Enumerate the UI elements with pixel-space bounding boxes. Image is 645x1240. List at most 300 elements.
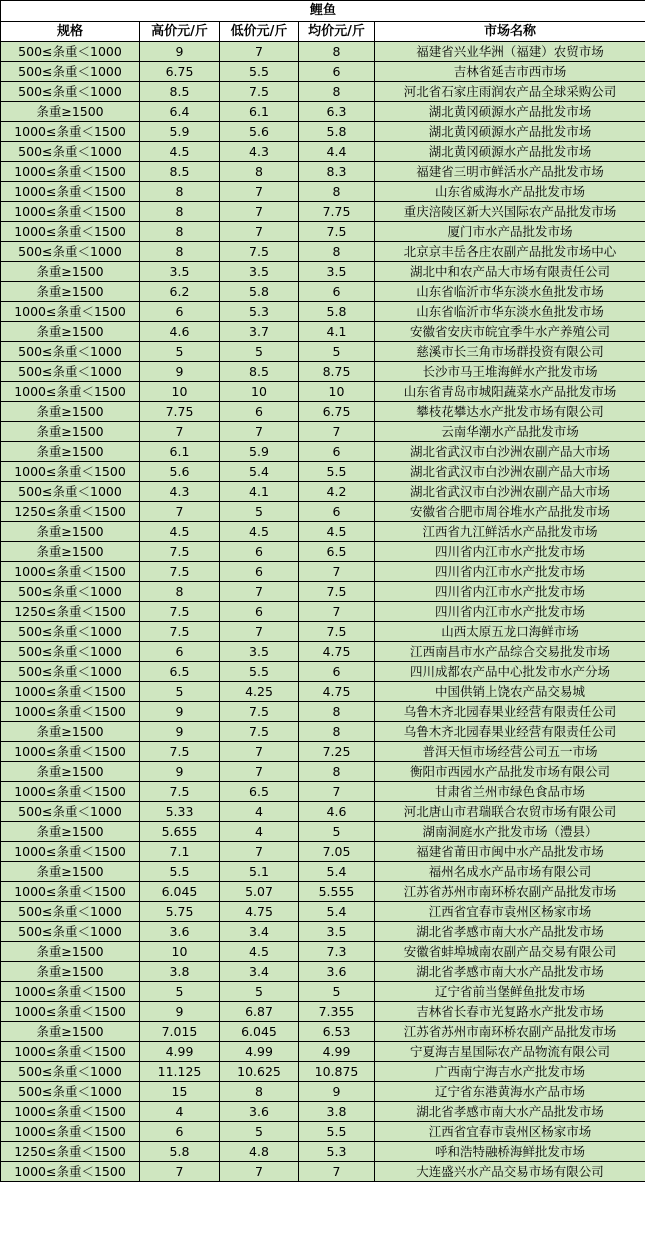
cell-spec: 1000≤条重＜1500 (1, 302, 140, 322)
table-row (1, 1042, 645, 1062)
cell-low-price: 7.5 (220, 702, 299, 722)
table-row (1, 1142, 645, 1162)
table-row (1, 442, 645, 462)
cell-high-price: 6.2 (140, 282, 220, 302)
table-row (1, 1102, 645, 1122)
cell-high-price: 6.5 (140, 662, 220, 682)
cell-market-name: 湖北省武汉市白沙洲农副产品大市场 (375, 482, 645, 502)
cell-spec: 500≤条重＜1000 (1, 662, 140, 682)
cell-avg-price: 10.875 (299, 1062, 375, 1082)
cell-spec: 条重≥1500 (1, 942, 140, 962)
cell-spec: 条重≥1500 (1, 262, 140, 282)
cell-avg-price: 6 (299, 662, 375, 682)
cell-market-name: 湖北黄冈硕源水产品批发市场 (375, 122, 645, 142)
cell-low-price: 7 (220, 842, 299, 862)
cell-low-price: 7 (220, 1162, 299, 1182)
cell-spec: 1000≤条重＜1500 (1, 1042, 140, 1062)
cell-low-price: 5 (220, 1122, 299, 1142)
cell-spec: 条重≥1500 (1, 322, 140, 342)
cell-low-price: 6 (220, 542, 299, 562)
table-row (1, 842, 645, 862)
cell-spec: 条重≥1500 (1, 442, 140, 462)
cell-high-price: 6.4 (140, 102, 220, 122)
table-row (1, 342, 645, 362)
table-row (1, 162, 645, 182)
cell-high-price: 7.5 (140, 562, 220, 582)
cell-market-name: 福建省三明市鲜活水产品批发市场 (375, 162, 645, 182)
title-row (1, 1, 645, 22)
table-row (1, 902, 645, 922)
table-row (1, 1082, 645, 1102)
cell-high-price: 7.75 (140, 402, 220, 422)
cell-avg-price: 4.4 (299, 142, 375, 162)
cell-avg-price: 6.5 (299, 542, 375, 562)
cell-market-name: 江西南昌市水产品综合交易批发市场 (375, 642, 645, 662)
table-row (1, 582, 645, 602)
cell-high-price: 8 (140, 242, 220, 262)
cell-high-price: 3.8 (140, 962, 220, 982)
cell-spec: 1000≤条重＜1500 (1, 462, 140, 482)
cell-low-price: 5.5 (220, 662, 299, 682)
table-row (1, 702, 645, 722)
cell-high-price: 6.1 (140, 442, 220, 462)
cell-avg-price: 4.2 (299, 482, 375, 502)
cell-low-price: 5 (220, 342, 299, 362)
cell-avg-price: 6 (299, 502, 375, 522)
cell-low-price: 4.5 (220, 942, 299, 962)
cell-spec: 条重≥1500 (1, 762, 140, 782)
cell-low-price: 3.5 (220, 642, 299, 662)
cell-avg-price: 3.5 (299, 262, 375, 282)
cell-low-price: 3.7 (220, 322, 299, 342)
cell-market-name: 福建省兴业华洲（福建）农贸市场 (375, 42, 645, 62)
cell-avg-price: 3.5 (299, 922, 375, 942)
cell-high-price: 7 (140, 1162, 220, 1182)
cell-low-price: 4.75 (220, 902, 299, 922)
cell-low-price: 5.9 (220, 442, 299, 462)
cell-low-price: 6 (220, 402, 299, 422)
cell-low-price: 4 (220, 802, 299, 822)
cell-market-name: 甘肃省兰州市绿色食品市场 (375, 782, 645, 802)
cell-low-price: 8 (220, 162, 299, 182)
cell-market-name: 山东省青岛市城阳蔬菜水产品批发市场 (375, 382, 645, 402)
cell-low-price: 10 (220, 382, 299, 402)
cell-low-price: 4.1 (220, 482, 299, 502)
cell-spec: 500≤条重＜1000 (1, 482, 140, 502)
cell-high-price: 9 (140, 1002, 220, 1022)
cell-high-price: 10 (140, 942, 220, 962)
cell-high-price: 3.5 (140, 262, 220, 282)
table-row (1, 882, 645, 902)
table-row (1, 762, 645, 782)
header-row (1, 22, 645, 42)
cell-market-name: 福建省莆田市闽中水产品批发市场 (375, 842, 645, 862)
cell-high-price: 7 (140, 422, 220, 442)
cell-low-price: 6.5 (220, 782, 299, 802)
cell-market-name: 山东省临沂市华东淡水鱼批发市场 (375, 282, 645, 302)
cell-avg-price: 3.8 (299, 1102, 375, 1122)
cell-avg-price: 5.5 (299, 462, 375, 482)
cell-low-price: 4.5 (220, 522, 299, 542)
cell-avg-price: 7.05 (299, 842, 375, 862)
cell-low-price: 8 (220, 1082, 299, 1102)
cell-low-price: 6.1 (220, 102, 299, 122)
table-row (1, 462, 645, 482)
table-row (1, 522, 645, 542)
cell-low-price: 5 (220, 982, 299, 1002)
cell-avg-price: 5 (299, 822, 375, 842)
cell-market-name: 衡阳市西园水产品批发市场有限公司 (375, 762, 645, 782)
cell-avg-price: 4.99 (299, 1042, 375, 1062)
table-row (1, 982, 645, 1002)
cell-avg-price: 8 (299, 702, 375, 722)
cell-low-price: 6.045 (220, 1022, 299, 1042)
cell-market-name: 辽宁省东港黄海水产品市场 (375, 1082, 645, 1102)
cell-spec: 1000≤条重＜1500 (1, 782, 140, 802)
cell-market-name: 乌鲁木齐北园春果业经营有限责任公司 (375, 722, 645, 742)
table-row (1, 562, 645, 582)
table-row (1, 362, 645, 382)
cell-spec: 条重≥1500 (1, 962, 140, 982)
cell-high-price: 6.045 (140, 882, 220, 902)
cell-market-name: 普洱天恒市场经营公司五一市场 (375, 742, 645, 762)
cell-spec: 500≤条重＜1000 (1, 902, 140, 922)
cell-spec: 1000≤条重＜1500 (1, 122, 140, 142)
cell-high-price: 4.99 (140, 1042, 220, 1062)
cell-avg-price: 7.75 (299, 202, 375, 222)
cell-spec: 条重≥1500 (1, 422, 140, 442)
header-market-name: 市场名称 (375, 22, 645, 42)
cell-avg-price: 5.8 (299, 122, 375, 142)
cell-high-price: 4.5 (140, 142, 220, 162)
table-row (1, 182, 645, 202)
cell-spec: 1000≤条重＜1500 (1, 222, 140, 242)
cell-market-name: 湖北省武汉市白沙洲农副产品大市场 (375, 442, 645, 462)
cell-market-name: 湖北黄冈硕源水产品批发市场 (375, 102, 645, 122)
cell-market-name: 广西南宁海吉水产批发市场 (375, 1062, 645, 1082)
cell-spec: 500≤条重＜1000 (1, 82, 140, 102)
cell-spec: 1000≤条重＜1500 (1, 1102, 140, 1122)
cell-avg-price: 6.3 (299, 102, 375, 122)
table-row (1, 62, 645, 82)
cell-low-price: 7.5 (220, 722, 299, 742)
cell-low-price: 6 (220, 602, 299, 622)
cell-low-price: 5.6 (220, 122, 299, 142)
cell-avg-price: 8 (299, 82, 375, 102)
table-row (1, 382, 645, 402)
cell-market-name: 湖北省孝感市南大水产品批发市场 (375, 962, 645, 982)
cell-spec: 500≤条重＜1000 (1, 362, 140, 382)
cell-high-price: 7.5 (140, 542, 220, 562)
cell-market-name: 攀枝花攀达水产批发市场有限公司 (375, 402, 645, 422)
cell-high-price: 8.5 (140, 82, 220, 102)
table-row (1, 862, 645, 882)
cell-high-price: 5.6 (140, 462, 220, 482)
cell-spec: 条重≥1500 (1, 1022, 140, 1042)
cell-avg-price: 7.5 (299, 622, 375, 642)
cell-avg-price: 7.5 (299, 222, 375, 242)
cell-avg-price: 7 (299, 422, 375, 442)
cell-avg-price: 7.355 (299, 1002, 375, 1022)
cell-spec: 1000≤条重＜1500 (1, 1122, 140, 1142)
header-spec: 规格 (1, 22, 140, 42)
cell-avg-price: 6.75 (299, 402, 375, 422)
cell-high-price: 9 (140, 42, 220, 62)
cell-low-price: 5.3 (220, 302, 299, 322)
cell-market-name: 安徽省合肥市周谷堆水产品批发市场 (375, 502, 645, 522)
cell-market-name: 四川省内江市水产批发市场 (375, 562, 645, 582)
cell-spec: 条重≥1500 (1, 282, 140, 302)
cell-market-name: 湖北省孝感市南大水产品批发市场 (375, 922, 645, 942)
cell-low-price: 7 (220, 742, 299, 762)
cell-market-name: 乌鲁木齐北园春果业经营有限责任公司 (375, 702, 645, 722)
header-high-price: 高价元/斤 (140, 22, 220, 42)
cell-high-price: 9 (140, 362, 220, 382)
table-row (1, 662, 645, 682)
cell-avg-price: 6 (299, 62, 375, 82)
cell-market-name: 湖北省孝感市南大水产品批发市场 (375, 1102, 645, 1122)
cell-avg-price: 4.6 (299, 802, 375, 822)
cell-low-price: 4.3 (220, 142, 299, 162)
cell-market-name: 江苏省苏州市南环桥农副产品批发市场 (375, 1022, 645, 1042)
cell-avg-price: 5.4 (299, 902, 375, 922)
cell-market-name: 安徽省安庆市皖宜季牛水产养殖公司 (375, 322, 645, 342)
cell-low-price: 7 (220, 202, 299, 222)
table-row (1, 202, 645, 222)
cell-low-price: 7.5 (220, 82, 299, 102)
table-row (1, 1062, 645, 1082)
cell-market-name: 厦门市水产品批发市场 (375, 222, 645, 242)
table-row (1, 1022, 645, 1042)
cell-avg-price: 8 (299, 762, 375, 782)
cell-avg-price: 7 (299, 1162, 375, 1182)
cell-market-name: 山西太原五龙口海鲜市场 (375, 622, 645, 642)
cell-market-name: 宁夏海吉星国际农产品物流有限公司 (375, 1042, 645, 1062)
table-row (1, 402, 645, 422)
table-row (1, 222, 645, 242)
header-low-price: 低价元/斤 (220, 22, 299, 42)
cell-spec: 1000≤条重＜1500 (1, 702, 140, 722)
cell-spec: 条重≥1500 (1, 822, 140, 842)
cell-market-name: 长沙市马王堆海鲜水产批发市场 (375, 362, 645, 382)
table-row (1, 122, 645, 142)
cell-low-price: 4.99 (220, 1042, 299, 1062)
cell-high-price: 5 (140, 682, 220, 702)
cell-avg-price: 8 (299, 42, 375, 62)
cell-avg-price: 7.5 (299, 582, 375, 602)
cell-spec: 1000≤条重＜1500 (1, 842, 140, 862)
cell-market-name: 四川省内江市水产批发市场 (375, 542, 645, 562)
cell-avg-price: 7 (299, 782, 375, 802)
table-row (1, 282, 645, 302)
cell-spec: 500≤条重＜1000 (1, 242, 140, 262)
table-row (1, 922, 645, 942)
cell-high-price: 4.5 (140, 522, 220, 542)
cell-spec: 500≤条重＜1000 (1, 42, 140, 62)
table-title: 鲤鱼 (1, 1, 645, 22)
table-row (1, 962, 645, 982)
cell-avg-price: 7.3 (299, 942, 375, 962)
cell-spec: 1000≤条重＜1500 (1, 182, 140, 202)
cell-low-price: 5.1 (220, 862, 299, 882)
table-row (1, 42, 645, 62)
cell-high-price: 7.015 (140, 1022, 220, 1042)
cell-market-name: 四川省内江市水产批发市场 (375, 582, 645, 602)
cell-spec: 1250≤条重＜1500 (1, 602, 140, 622)
cell-avg-price: 8.3 (299, 162, 375, 182)
cell-market-name: 江苏省苏州市南环桥农副产品批发市场 (375, 882, 645, 902)
cell-market-name: 吉林省延吉市西市场 (375, 62, 645, 82)
cell-avg-price: 9 (299, 1082, 375, 1102)
table-row (1, 682, 645, 702)
cell-market-name: 福州名成水产品市场有限公司 (375, 862, 645, 882)
cell-low-price: 10.625 (220, 1062, 299, 1082)
cell-spec: 1000≤条重＜1500 (1, 162, 140, 182)
cell-avg-price: 5 (299, 342, 375, 362)
cell-avg-price: 8 (299, 242, 375, 262)
cell-high-price: 7.1 (140, 842, 220, 862)
cell-market-name: 辽宁省前当堡鲜鱼批发市场 (375, 982, 645, 1002)
cell-spec: 1250≤条重＜1500 (1, 1142, 140, 1162)
cell-spec: 500≤条重＜1000 (1, 62, 140, 82)
table-row (1, 542, 645, 562)
cell-spec: 1000≤条重＜1500 (1, 562, 140, 582)
cell-spec: 1000≤条重＜1500 (1, 742, 140, 762)
cell-high-price: 15 (140, 1082, 220, 1102)
table-row (1, 942, 645, 962)
cell-market-name: 江西省九江鲜活水产品批发市场 (375, 522, 645, 542)
cell-market-name: 河北省石家庄雨润农产品全球采购公司 (375, 82, 645, 102)
cell-market-name: 江西省宜春市袁州区杨家市场 (375, 1122, 645, 1142)
cell-spec: 条重≥1500 (1, 522, 140, 542)
cell-low-price: 5.5 (220, 62, 299, 82)
cell-high-price: 5.8 (140, 1142, 220, 1162)
cell-spec: 1000≤条重＜1500 (1, 982, 140, 1002)
cell-market-name: 慈溪市长三角市场群投资有限公司 (375, 342, 645, 362)
cell-low-price: 4.8 (220, 1142, 299, 1162)
cell-high-price: 9 (140, 762, 220, 782)
header-avg-price: 均价元/斤 (299, 22, 375, 42)
cell-market-name: 吉林省长春市光复路水产批发市场 (375, 1002, 645, 1022)
cell-low-price: 5 (220, 502, 299, 522)
cell-spec: 1000≤条重＜1500 (1, 382, 140, 402)
cell-low-price: 3.5 (220, 262, 299, 282)
cell-high-price: 11.125 (140, 1062, 220, 1082)
table-row (1, 602, 645, 622)
cell-spec: 500≤条重＜1000 (1, 582, 140, 602)
table-body (1, 42, 645, 1182)
table-row (1, 262, 645, 282)
cell-spec: 500≤条重＜1000 (1, 622, 140, 642)
cell-high-price: 7.5 (140, 602, 220, 622)
cell-high-price: 9 (140, 702, 220, 722)
cell-avg-price: 5.3 (299, 1142, 375, 1162)
cell-market-name: 河北唐山市君瑞联合农贸市场有限公司 (375, 802, 645, 822)
cell-high-price: 5 (140, 982, 220, 1002)
table-row (1, 742, 645, 762)
cell-spec: 条重≥1500 (1, 862, 140, 882)
cell-market-name: 呼和浩特融桥海鲜批发市场 (375, 1142, 645, 1162)
cell-avg-price: 8.75 (299, 362, 375, 382)
cell-spec: 500≤条重＜1000 (1, 142, 140, 162)
cell-market-name: 湖北中和农产品大市场有限责任公司 (375, 262, 645, 282)
cell-low-price: 6 (220, 562, 299, 582)
cell-avg-price: 7 (299, 562, 375, 582)
cell-spec: 条重≥1500 (1, 102, 140, 122)
table-row (1, 802, 645, 822)
table-row (1, 782, 645, 802)
cell-market-name: 重庆涪陵区新大兴国际农产品批发市场 (375, 202, 645, 222)
cell-low-price: 3.6 (220, 1102, 299, 1122)
cell-spec: 500≤条重＜1000 (1, 802, 140, 822)
cell-high-price: 8 (140, 582, 220, 602)
cell-spec: 条重≥1500 (1, 542, 140, 562)
cell-low-price: 6.87 (220, 1002, 299, 1022)
table-row (1, 302, 645, 322)
cell-spec: 500≤条重＜1000 (1, 342, 140, 362)
table-row (1, 822, 645, 842)
table-row (1, 322, 645, 342)
cell-avg-price: 6.53 (299, 1022, 375, 1042)
cell-high-price: 5 (140, 342, 220, 362)
cell-avg-price: 8 (299, 182, 375, 202)
cell-avg-price: 4.1 (299, 322, 375, 342)
cell-high-price: 8 (140, 222, 220, 242)
table-row (1, 82, 645, 102)
cell-high-price: 8.5 (140, 162, 220, 182)
cell-market-name: 中国供销上饶农产品交易城 (375, 682, 645, 702)
table-row (1, 102, 645, 122)
cell-avg-price: 4.75 (299, 682, 375, 702)
cell-spec: 1000≤条重＜1500 (1, 682, 140, 702)
table-row (1, 1002, 645, 1022)
cell-spec: 500≤条重＜1000 (1, 642, 140, 662)
table-row (1, 482, 645, 502)
cell-avg-price: 5.5 (299, 1122, 375, 1142)
cell-high-price: 8 (140, 182, 220, 202)
cell-low-price: 7 (220, 42, 299, 62)
cell-spec: 1250≤条重＜1500 (1, 502, 140, 522)
cell-market-name: 湖南洞庭水产批发市场（澧县） (375, 822, 645, 842)
cell-high-price: 9 (140, 722, 220, 742)
cell-low-price: 4 (220, 822, 299, 842)
table-row (1, 422, 645, 442)
cell-avg-price: 5.555 (299, 882, 375, 902)
cell-low-price: 7 (220, 422, 299, 442)
cell-avg-price: 6 (299, 282, 375, 302)
cell-spec: 1000≤条重＜1500 (1, 1002, 140, 1022)
cell-spec: 500≤条重＜1000 (1, 922, 140, 942)
cell-low-price: 3.4 (220, 922, 299, 942)
cell-spec: 500≤条重＜1000 (1, 1082, 140, 1102)
cell-high-price: 7.5 (140, 622, 220, 642)
cell-high-price: 7.5 (140, 782, 220, 802)
cell-low-price: 5.4 (220, 462, 299, 482)
cell-spec: 条重≥1500 (1, 402, 140, 422)
cell-avg-price: 3.6 (299, 962, 375, 982)
cell-market-name: 大连盛兴水产品交易市场有限公司 (375, 1162, 645, 1182)
cell-avg-price: 8 (299, 722, 375, 742)
cell-high-price: 7.5 (140, 742, 220, 762)
cell-high-price: 5.33 (140, 802, 220, 822)
cell-high-price: 6 (140, 302, 220, 322)
cell-low-price: 7 (220, 582, 299, 602)
table-row (1, 1122, 645, 1142)
cell-avg-price: 7 (299, 602, 375, 622)
cell-high-price: 5.9 (140, 122, 220, 142)
cell-low-price: 5.8 (220, 282, 299, 302)
cell-spec: 1000≤条重＜1500 (1, 882, 140, 902)
